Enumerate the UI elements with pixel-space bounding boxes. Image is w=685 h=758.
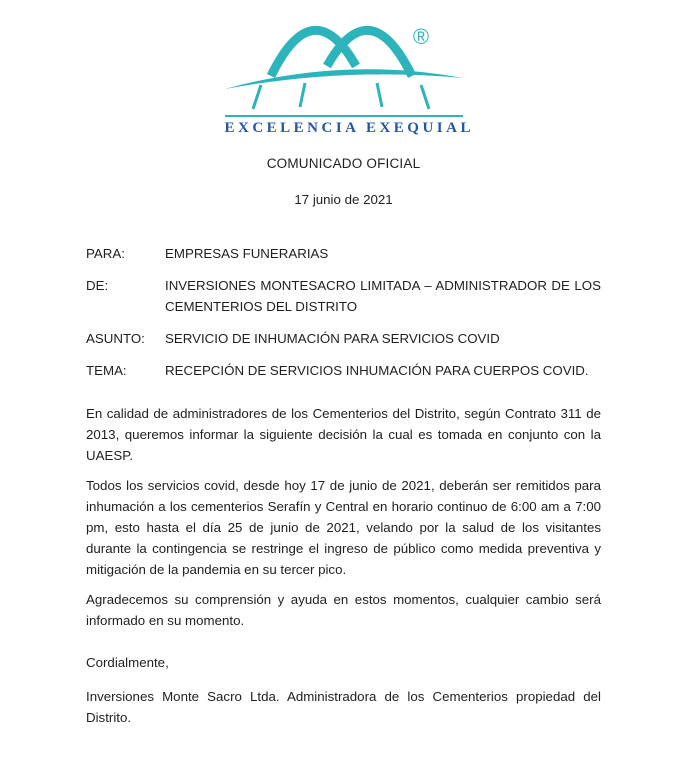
body-paragraph-3: Agradecemos su comprensión y ayuda en estos momentos, cualquier cambio será informado en su momento. [86, 592, 601, 628]
logo-ray-3 [377, 83, 382, 107]
meta-value-para: EMPRESAS FUNERARIAS [165, 246, 329, 261]
meta-row-para [86, 243, 601, 264]
meta-label-tema: TEMA: [86, 363, 127, 378]
meta-label-asunto: ASUNTO: [86, 331, 145, 346]
meta-value-tema: RECEPCIÓN DE SERVICIOS INHUMACIÓN PARA CUERPOS COVID. [165, 363, 589, 378]
registered-trademark-icon: ® [412, 24, 429, 49]
meta-row-de [86, 275, 601, 317]
logo [86, 12, 601, 137]
logo-wordmark: EXCELENCIA EXEQUIAL [225, 115, 463, 137]
meta-row-tema [86, 360, 601, 381]
logo-ray-2 [300, 83, 305, 107]
meta-row-asunto [86, 328, 601, 349]
body-paragraph-2: Todos los servicios covid, desde hoy 17 de junio de 2021, deberán ser remitidos para inhumación a los cementerios Serafín y Central en horario continuo de 6:00 am a 7:00 pm, esto hasta el día 25 de junio de 2021, velando por la salud de los visitantes durante la contingencia se restringe el ingreso de público como medida preventiva y mitigación de la pandemia en su tercer pico. [86, 478, 601, 577]
meta-label-para: PARA: [86, 246, 125, 261]
signature-line: Inversiones Monte Sacro Ltda. Administradora de los Cementerios propiedad del Distrito. [86, 689, 601, 725]
meta-value-asunto: SERVICIO DE INHUMACIÓN PARA SERVICIOS COVID [165, 331, 500, 346]
document-title: COMUNICADO OFICIAL [266, 156, 421, 171]
logo-ray-1 [253, 85, 261, 109]
closing-salutation: Cordialmente, [86, 655, 169, 670]
letter-body [86, 403, 601, 728]
meta-label-de: DE: [86, 278, 109, 293]
logo-mark-icon [224, 14, 464, 114]
body-paragraph-1: En calidad de administradores de los Cementerios del Distrito, según Contrato 311 de 2013, queremos informar la siguiente decisión la cual es tomada en conjunto con la UAESP. [86, 406, 601, 463]
document-date: 17 junio de 2021 [294, 192, 393, 207]
meta-value-de: INVERSIONES MONTESACRO LIMITADA – ADMINISTRADOR DE LOS CEMENTERIOS DEL DISTRITO [165, 278, 601, 314]
logo-ray-4 [421, 85, 429, 109]
logo-rays [253, 83, 429, 109]
meta-section [86, 243, 601, 381]
